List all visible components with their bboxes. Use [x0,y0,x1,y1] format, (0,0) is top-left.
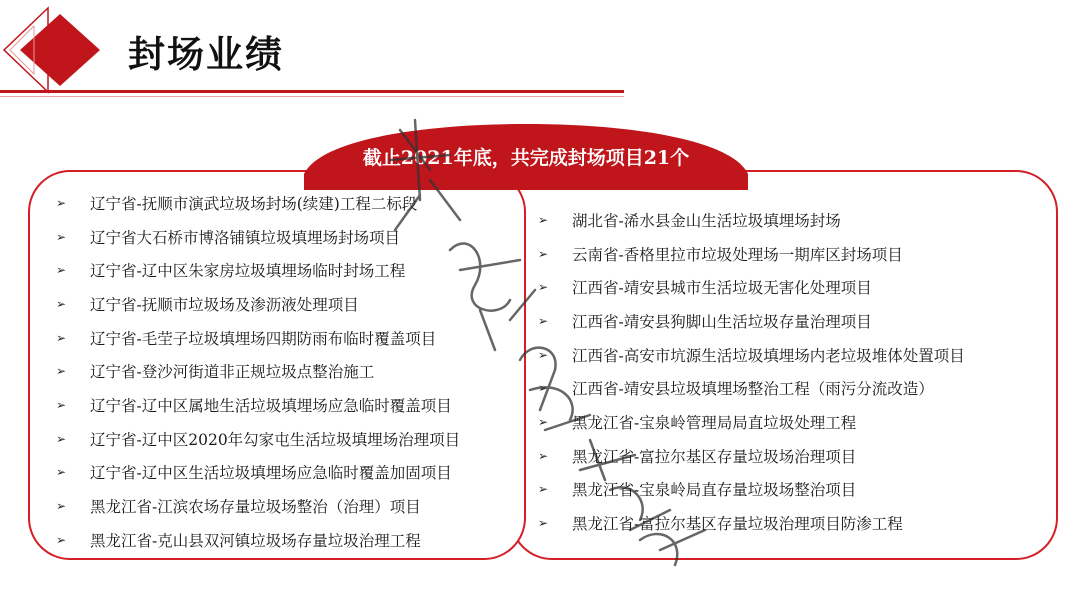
arrow-bullet-icon: ➢ [538,414,549,429]
arrow-bullet-icon: ➢ [56,499,67,514]
list-item [538,270,965,304]
list-item-text: 辽宁省-毛茔子垃圾填埋场四期防雨布临时覆盖项目 [90,329,437,348]
list-item [56,186,460,220]
arrow-bullet-icon: ➢ [538,313,549,328]
list-item-text: 辽宁省-抚顺市垃圾场及渗沥液处理项目 [90,295,359,314]
list-item [56,354,460,388]
arrow-bullet-icon: ➢ [56,431,67,446]
arrow-bullet-icon: ➢ [56,397,67,412]
arrow-bullet-icon: ➢ [538,347,549,362]
arrow-bullet-icon: ➢ [538,280,549,295]
arrow-bullet-icon: ➢ [538,246,549,261]
arrow-bullet-icon: ➢ [56,330,67,345]
list-item [56,456,460,490]
list-item [538,237,965,271]
arrow-bullet-icon: ➢ [538,381,549,396]
page-title: 封场业绩 [128,33,284,76]
list-item [538,439,965,473]
list-item-text: 黑龙江省-富拉尔基区存量垃圾场治理项目 [572,447,857,466]
list-item-text: 云南省-香格里拉市垃圾处理场一期库区封场项目 [572,245,903,264]
arrow-bullet-icon: ➢ [538,516,549,531]
banner-text: 截止2021年底，共完成封场项目21个 [362,147,690,169]
list-item [538,371,965,405]
list-item [56,388,460,422]
list-item [538,473,965,507]
list-item-text: 辽宁省-辽中区2020年勾家屯生活垃圾填埋场治理项目 [90,430,461,449]
list-item-text: 黑龙江省-富拉尔基区存量垃圾治理项目防渗工程 [572,515,903,534]
arrow-bullet-icon: ➢ [56,364,67,379]
left-project-list [56,186,460,557]
list-item [538,506,965,540]
list-item [56,489,460,523]
title-underline-thin [0,96,624,97]
list-item [538,304,965,338]
arrow-bullet-icon: ➢ [56,465,67,480]
list-item [56,321,460,355]
arrow-bullet-icon: ➢ [538,212,549,227]
list-item [538,338,965,372]
list-item [56,220,460,254]
arrow-bullet-icon: ➢ [538,482,549,497]
list-item [56,422,460,456]
list-item-text: 辽宁省-辽中区生活垃圾填埋场应急临时覆盖加固项目 [90,464,452,483]
list-item-text: 辽宁省-辽中区朱家房垃圾填埋场临时封场工程 [90,262,406,281]
list-item-text: 辽宁省-抚顺市演武垃圾场封场(续建)工程二标段 [90,194,418,213]
list-item-text: 黑龙江省-江滨农场存量垃圾场整治（治理）项目 [90,498,421,517]
list-item-text: 江西省-靖安县垃圾填埋场整治工程（雨污分流改造） [572,380,934,399]
list-item-text: 辽宁省-登沙河街道非正规垃圾点整治施工 [90,363,375,382]
list-item [56,287,460,321]
arrow-bullet-icon: ➢ [56,532,67,547]
arrow-bullet-icon: ➢ [56,296,67,311]
list-item-text: 江西省-高安市坑源生活垃圾填埋场内老垃圾堆体处置项目 [572,346,965,365]
list-item-text: 江西省-靖安县城市生活垃圾无害化处理项目 [572,279,872,298]
list-item-text: 江西省-靖安县狗脚山生活垃圾存量治理项目 [572,312,872,331]
arrow-bullet-icon: ➢ [538,448,549,463]
list-item-text: 黑龙江省-克山县双河镇垃圾场存量垃圾治理工程 [90,531,421,550]
arrow-bullet-icon: ➢ [56,229,67,244]
arrow-bullet-icon: ➢ [56,263,67,278]
list-item-text: 湖北省-浠水县金山生活垃圾填埋场封场 [572,211,841,230]
list-item [56,253,460,287]
list-item-text: 辽宁省-辽中区属地生活垃圾填埋场应急临时覆盖项目 [90,396,452,415]
logo-diamond-icon [0,0,120,100]
list-item-text: 辽宁省大石桥市博洛铺镇垃圾填埋场封场项目 [90,228,401,247]
arrow-bullet-icon: ➢ [56,195,67,210]
list-item [56,523,460,557]
list-item-text: 黑龙江省-宝泉岭管理局局直垃圾处理工程 [572,413,857,432]
list-item-text: 黑龙江省-宝泉岭局直存量垃圾场整治项目 [572,481,857,500]
list-item [538,405,965,439]
right-project-list [538,203,965,540]
list-item [538,203,965,237]
title-underline [0,90,624,93]
